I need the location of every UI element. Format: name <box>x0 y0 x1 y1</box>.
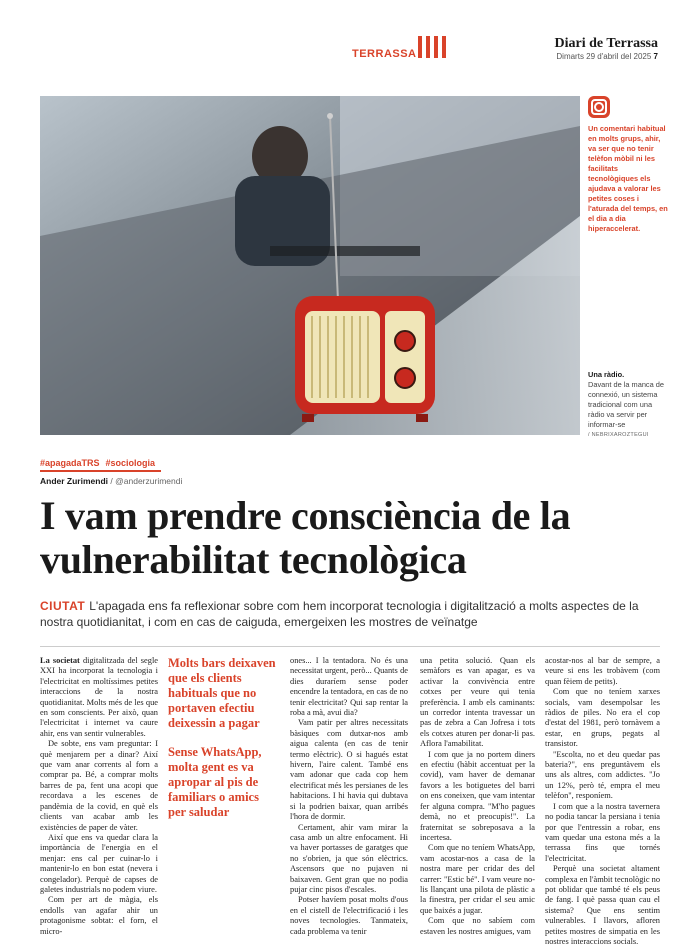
body-column-1 <box>40 656 158 941</box>
hashtags <box>40 458 161 472</box>
caption-text: Davant de la manca de connexió, un sistema tradicional com una ràdio va servir per informar-se <box>588 380 665 429</box>
paragraph: Com que no teníem WhatsApp, vam acostar-nos a casa de la nostra mare per cridar des del carrer: "Estic bé". I vam veure no-lis llançant una pilota de plàstic a la finestra, per cridar el seu amic que baixés a jugar. <box>420 843 535 915</box>
lead-kicker: CIUTAT <box>40 599 86 613</box>
author-handle[interactable]: @anderzurimendi <box>115 476 183 486</box>
issue-date: Dimarts 29 d'abril del 2025 <box>556 52 652 61</box>
lead-paragraph <box>40 598 660 630</box>
paragraph: ones... I la tentadora. No és una necessitat urgent, però... Quants de dies duraríem sense poder encendre la tentadora, en cas de no tenir electricitat? Qui sap rentar la roba a mà, avui dia? <box>290 656 408 718</box>
paragraph: Com que no teníem xarxes socials, vam desempolsar les ràdios de piles. No era el cop d'estat del 1981, però tornàvem a estar, en grups, pegats al transistor. <box>545 687 660 749</box>
hashtag[interactable]: #apagadaTRS <box>40 458 100 468</box>
instagram-icon <box>588 96 610 118</box>
section-label: TERRASSA <box>352 48 417 60</box>
paragraph: I com que a la nostra tavernera no podia tancar la persiana i tenia por que l'entressin a robar, ens vam quedar una estona més a la terrassa fins que tornés l'electricitat. <box>545 801 660 863</box>
author-name: Ander Zurimendi <box>40 476 109 486</box>
photo-caption <box>588 370 668 440</box>
paragraph: De sobte, ens vam preguntar: I què menjarem per a dinar? Així que vam anar corrents al forn a comprar pa. Bé, a comprar molts barres de pa, fent una acopi que recordava a les escenes de pandèmia de la covid, en què els clients van acabar amb les existències de paper de vàter. <box>40 739 158 832</box>
page-number: 7 <box>653 52 658 61</box>
body-column-2 <box>290 656 408 941</box>
paragraph: Així que ens va quedar clara la importància de l'energia en el menjar: ens cal per cuinar-lo i mantenir-lo en bon estat (nevera i congelador). Perquè de capses de galetes industrials no podem viure. <box>40 832 158 894</box>
caption-title: Una ràdio. <box>588 370 625 379</box>
photo-credit: / NEBRIXAROZTEGUI <box>588 432 649 438</box>
brand-logo: Diari de Terrassa <box>554 36 658 51</box>
drop-lead: La societat <box>40 656 80 665</box>
byline <box>40 476 182 486</box>
pullquote: Sense WhatsApp, molta gent es va apropar al pis de familiars o amics per saludar <box>168 745 262 819</box>
paragraph: "Escolta, no et deu quedar pas bateria?", ens preguntàvem els uns als altres, com addictes. "Jo un 12%, però té, empra el meu telèfon", responíem. <box>545 749 660 801</box>
paragraph: Vam patir per altres necessitats bàsiques com dutxar-nos amb aigua calenta (en cas de tenir termo elèctric). O si hagués estat hivern, l'aire calent. També ens vam adonar que cada cop hem electrificat més les persianes de les habitacions. I hi havia qui dubtava si la podrien baixar, quan arribés l'hora de dormir. <box>290 718 408 822</box>
dateline <box>556 52 658 61</box>
headline: I vam prendre consciència de la vulnerabilitat tecnològica <box>40 493 571 582</box>
pullquote: Molts bars deixaven que els clients habituals que no portaven efectiu deixessin a pagar <box>168 656 276 730</box>
byline-separator: / <box>110 476 113 486</box>
hashtag[interactable]: #sociologia <box>105 458 156 468</box>
paragraph: una petita solució. Quan els semàfors es van apagar, es va activar la convivència entre cotxes per veure qui tenia preferència. I amb els caminants: un corredor intenta travessar un pas de zebra a Can Jofresa i tots els cotxes aturen per donar-li pas. Aflora l'amabilitat. <box>420 656 535 749</box>
radio-photo-illustration <box>40 96 580 435</box>
paragraph: I com que ja no portem diners en efectiu (hàbit accentuat per la covid), vam haver de demanar favors a les botiguetes del barri on ens coneixen, que vam intentar fer alguna compra. "M'ho pagues demà, no et preocupis!". La fraternitat se sobreposava a la incertesa. <box>420 749 535 842</box>
paragraph: acostar-nos al bar de sempre, a veure si ens les trobàvem (com quan fèiem de petits). <box>545 656 660 686</box>
paragraph: Potser havíem posat molts d'ous en el cistell de l'electrificació i les noves tecnologies. Tanmateix, cada problema va tenir <box>290 895 408 936</box>
paragraph: Com que no sabíem com estaven les nostres amigues, vam <box>420 916 535 936</box>
paragraph: Certament, ahir vam mirar la casa amb un altre enfocament. Hi va haver portasses de garatges que no s'obrien, ja que són elèctrics. Ascensors que no pujaven ni baixaven. Gent gran que no podia pujar cinc pisos d'escales. <box>290 822 408 894</box>
paragraph: Perquè una societat altament complexa en l'àmbit tecnològic no pot oblidar que també té els peus de fang. I què passa quan cau el sistema? Que ens sentim vulnerables. I llavors, afloren petites mostres de simpatia en les nostres interaccions socials. <box>545 864 661 946</box>
sidebar-note <box>588 96 668 234</box>
paragraph: digitalitzada del segle XXI ha incorporat la tecnologia i l'electricitat en moltíssimes petites interaccions de la nostra quotidianitat. Molts més de les que en som conscients. Per això, quan l'electricitat i internet va caure ahir, ens van sentir vulnerables. <box>40 656 159 738</box>
body-column-3 <box>420 656 535 941</box>
lead-text: L'apagada ens fa reflexionar sobre com hem incorporat tecnologia i digitalització a molts aspectes de la nostra quotidianitat, i com en cas de caiguda, emergeixen les mostres de veïnatge <box>40 599 639 629</box>
section-bars-icon <box>418 36 446 58</box>
pullquotes <box>168 656 278 834</box>
sidebar-text: Un comentari habitual en molts grups, ahir, va ser que no tenir telèfon mòbil ni les facilitats tecnològiques els ajudava a valorar les petites coses i l'aturada del temps, en el dia a dia hiperaccelerat. <box>588 124 668 233</box>
divider <box>40 646 660 647</box>
body-column-4 <box>545 656 661 946</box>
paragraph: Com per art de màgia, els endolls van agafar ahir un protagonisme sobtat: el forn, el micro- <box>40 895 158 936</box>
article-photo <box>40 96 580 435</box>
